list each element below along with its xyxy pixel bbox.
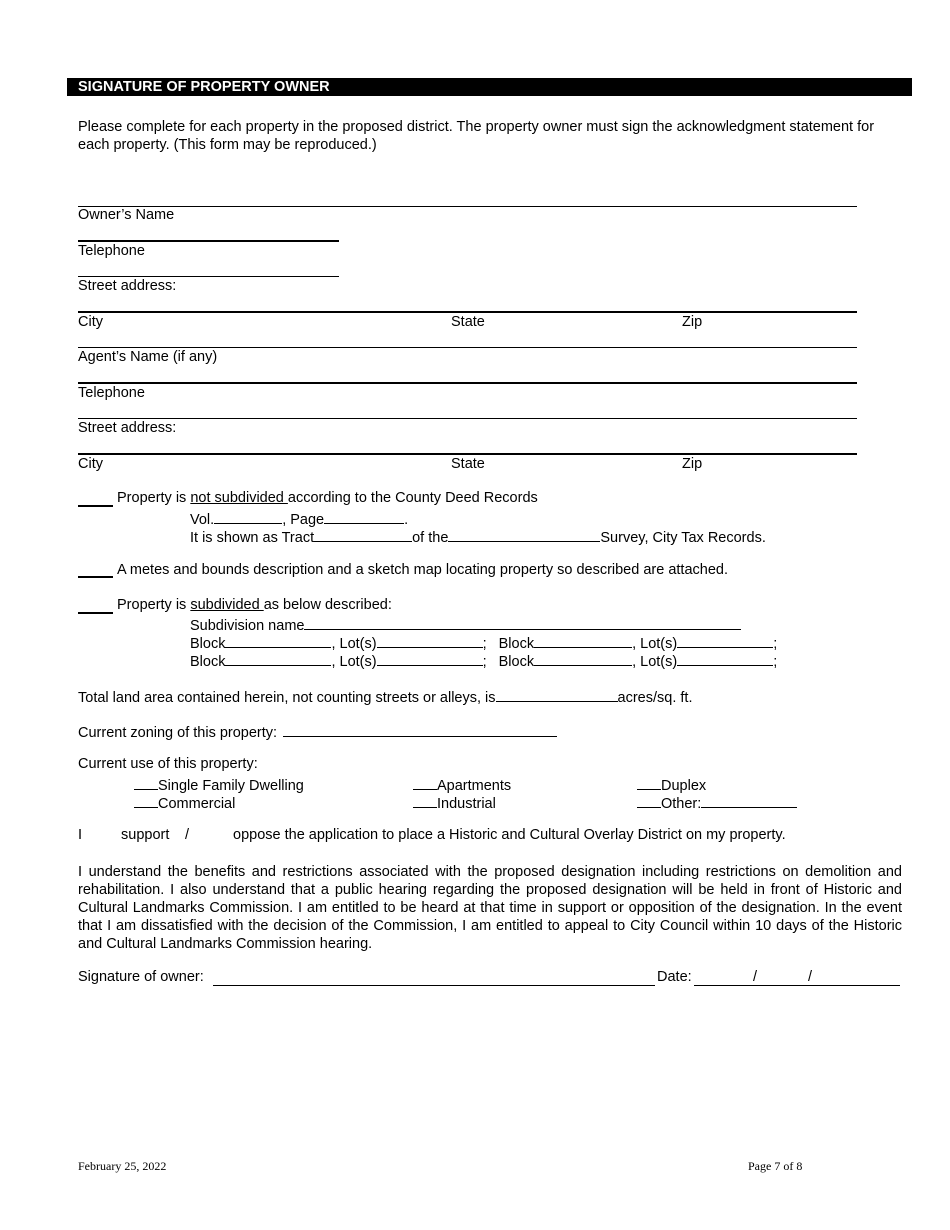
block-field[interactable] [225,633,331,648]
lots-field[interactable] [377,651,483,666]
subdivision-name-field[interactable] [304,615,741,630]
page-field[interactable] [324,509,404,524]
not-subdivided-statement: Property is not subdivided according to the County Deed Records [117,490,538,506]
agent-telephone-label: Telephone [78,385,145,401]
owner-street-label: Street address: [78,278,177,294]
subdivided-checkbox[interactable] [78,612,113,614]
agent-city-label: City [78,456,103,472]
zoning-line: Current zoning of this property: [78,722,557,741]
land-area-line: Total land area contained herein, not counting streets or alleys, is acres/sq. ft. [78,687,692,706]
date-label: Date: [657,969,692,985]
use-option-commercial: Commercial [134,793,235,812]
agent-city-state-zip-field[interactable] [78,453,857,455]
block-field[interactable] [534,651,632,666]
owner-zip-label: Zip [682,314,703,330]
checkbox-blank[interactable] [413,775,437,790]
agent-street-field[interactable] [78,418,857,419]
support-option[interactable]: support [121,827,170,843]
support-i: I [78,827,83,843]
tract-field[interactable] [314,527,412,542]
owner-telephone-field[interactable] [78,240,339,242]
owner-state-label: State [451,314,485,330]
vol-page-line: Vol. , Page . [190,509,408,528]
agent-street-label: Street address: [78,420,177,436]
land-area-field[interactable] [496,687,618,702]
block-field[interactable] [534,633,632,648]
instructions-text: Please complete for each property in the proposed district. The property owner must sign the acknowledgment statement for each property. (This form may be reproduced.) [78,119,875,153]
checkbox-blank[interactable] [637,793,661,808]
use-option-other: Other: [637,793,797,812]
checkbox-blank[interactable] [134,775,158,790]
footer-date: February 25, 2022 [78,1159,167,1173]
owner-telephone-label: Telephone [78,243,145,259]
subdivision-name-line: Subdivision name [190,615,741,634]
metes-bounds-checkbox[interactable] [78,576,113,578]
lots-field[interactable] [377,633,483,648]
owner-city-state-zip-field[interactable] [78,311,857,313]
current-use-label: Current use of this property: [78,756,258,772]
support-slash: / [185,827,190,843]
oppose-option[interactable]: oppose the application to place a Historic and Cultural Overlay District on my property. [233,827,786,843]
use-option-apartments: Apartments [413,775,511,794]
checkbox-blank[interactable] [413,793,437,808]
block-lot-row-2: Block , Lot(s) ; Block , Lot(s) ; [190,651,777,670]
agent-zip-label: Zip [682,456,703,472]
subdivided-statement: Property is subdivided as below described: [117,597,392,613]
agent-name-label: Agent’s Name (if any) [78,349,218,365]
owner-city-label: City [78,314,103,330]
checkbox-blank[interactable] [637,775,661,790]
other-use-field[interactable] [701,793,797,808]
date-field[interactable] [694,985,900,986]
footer-page-number: Page 7 of 8 [748,1159,803,1173]
zoning-field[interactable] [283,722,557,737]
use-option-industrial: Industrial [413,793,496,812]
date-slash: / [753,969,758,985]
block-lot-row-1: Block , Lot(s) ; Block , Lot(s) ; [190,633,777,652]
owner-name-label: Owner’s Name [78,207,175,223]
section-title: SIGNATURE OF PROPERTY OWNER [67,78,912,96]
lots-field[interactable] [677,651,773,666]
vol-field[interactable] [214,509,282,524]
acknowledgment-text: I understand the benefits and restrictions associated with the proposed designation including restrictions on demolition and rehabilitation. I also understand that a public hearing regarding the proposed designation will be held in front of Historic and Cultural Landmarks Commission. I am entitled to be heard at that time in support or opposition of the designation. In the event that I am dissatisfied with the decision of the Commission, I am entitled to appeal to City Council within 10 days of the Historic and Cultural Landmarks Commission hearing. [78,864,902,952]
agent-state-label: State [451,456,485,472]
block-field[interactable] [225,651,331,666]
owner-name-field[interactable] [78,206,857,207]
lots-field[interactable] [677,633,773,648]
date-slash: / [808,969,813,985]
agent-telephone-field[interactable] [78,382,857,384]
use-option-single-family: Single Family Dwelling [134,775,304,794]
agent-name-field[interactable] [78,347,857,348]
survey-field[interactable] [448,527,600,542]
checkbox-blank[interactable] [134,793,158,808]
metes-bounds-text: A metes and bounds description and a sketch map locating property so described are attached. [117,562,728,578]
not-subdivided-checkbox[interactable] [78,505,113,507]
owner-street-field[interactable] [78,276,339,277]
signature-owner-label: Signature of owner: [78,969,204,985]
use-option-duplex: Duplex [637,775,706,794]
tract-line: It is shown as Tract of the Survey, City Tax Records. [190,527,766,546]
signature-field[interactable] [213,985,655,986]
